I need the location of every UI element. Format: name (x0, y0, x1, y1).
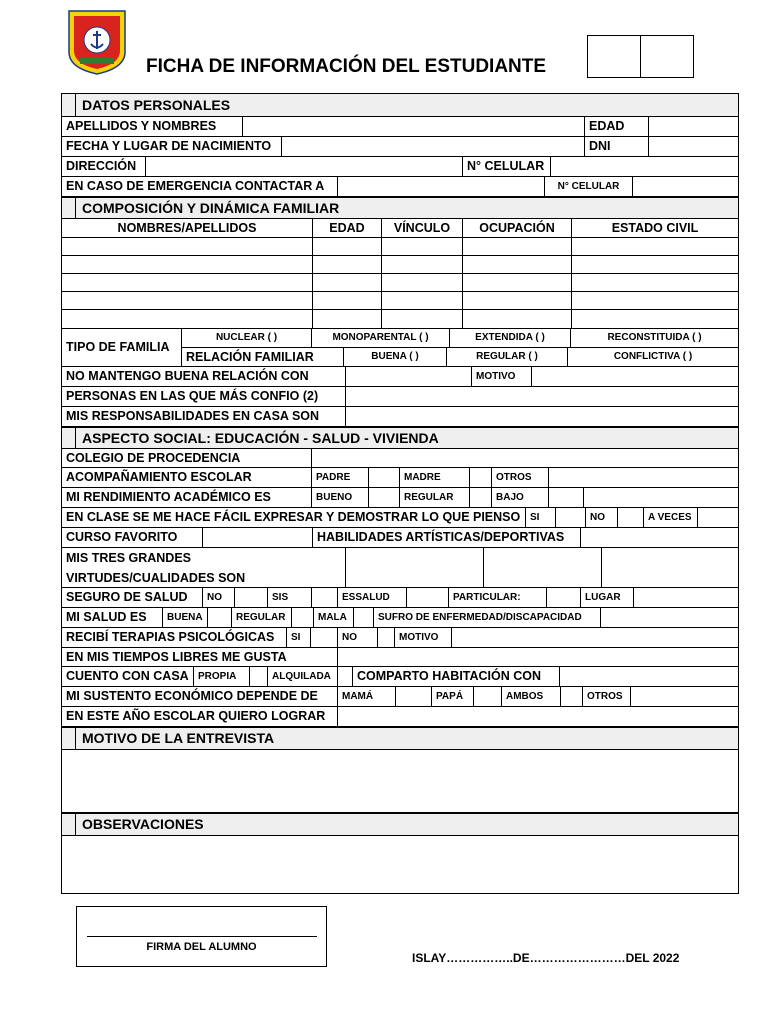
col-civil-status: ESTADO CIVIL (611, 220, 699, 235)
regular-check[interactable] (470, 488, 492, 507)
option-low: BAJO (492, 488, 549, 507)
table-row (61, 292, 739, 310)
room-field[interactable] (560, 667, 738, 686)
label-virtues: MIS TRES GRANDES VIRTUDES/CUALIDADES SON (62, 548, 346, 587)
option-others: OTROS (492, 468, 549, 487)
row-full-name (61, 117, 739, 137)
label-phone: N° CELULAR (463, 157, 551, 176)
yes-check[interactable] (311, 628, 338, 647)
mom-check[interactable] (396, 687, 432, 706)
row-support (61, 468, 739, 488)
col-names: NOMBRES/APELLIDOS (62, 219, 313, 237)
label-age: EDAD (585, 117, 649, 136)
emergency-field[interactable] (338, 177, 545, 196)
free-time-field[interactable] (338, 648, 738, 666)
section-personal (61, 93, 739, 117)
row-performance (61, 488, 739, 508)
option-good: BUENA (163, 608, 208, 627)
sis-check[interactable] (312, 588, 338, 607)
row-house (61, 667, 739, 687)
dni-field[interactable] (649, 137, 738, 156)
label-emergency-phone: N° CELULAR (545, 177, 633, 196)
row-address (61, 157, 739, 177)
row-insurance (61, 588, 739, 608)
option-reconstituted[interactable]: RECONSTITUIDA ( ) (607, 332, 702, 344)
row-chores (61, 407, 739, 427)
table-row (61, 310, 739, 329)
low-check[interactable] (549, 488, 584, 507)
signature-label: FIRMA DEL ALUMNO (146, 941, 257, 953)
label-course: CURSO FAVORITO (62, 528, 203, 547)
row-goal (61, 707, 739, 727)
option-regular: REGULAR (400, 488, 470, 507)
option-rented: ALQUILADA (268, 667, 338, 686)
no-check[interactable] (378, 628, 395, 647)
col-relation: VÍNCULO (382, 219, 463, 237)
option-single-parent[interactable]: MONOPARENTAL ( ) (312, 329, 450, 347)
no-good-relation-field[interactable] (346, 367, 472, 386)
row-virtues (61, 548, 739, 588)
label-family-relation: RELACIÓN FAMILIAR (182, 348, 344, 366)
option-conflictive[interactable]: CONFLICTIVA ( ) (613, 351, 693, 363)
own-check[interactable] (250, 667, 268, 686)
no-check[interactable] (235, 588, 268, 607)
signature-line (87, 936, 317, 937)
essalud-check[interactable] (407, 588, 449, 607)
section-heading: MOTIVO DE LA ENTREVISTA (82, 730, 275, 747)
option-essalud: ESSALUD (338, 588, 407, 607)
row-economic (61, 687, 739, 707)
section-family (61, 197, 739, 219)
option-own: PROPIA (194, 667, 250, 686)
therapy-reason-field[interactable] (452, 628, 738, 647)
option-yes: SI (287, 628, 311, 647)
goal-field[interactable] (338, 707, 738, 726)
row-express (61, 508, 739, 528)
private-field[interactable] (547, 588, 581, 607)
section-heading: ASPECTO SOCIAL: EDUCACIÓN - SALUD - VIVIENDA (82, 429, 439, 446)
virtue-field-2[interactable] (484, 548, 602, 587)
section-social (61, 427, 739, 449)
row-family-type (61, 329, 739, 367)
option-private: PARTICULAR: (449, 588, 547, 607)
label-house: CUENTO CON CASA (62, 667, 194, 686)
dad-check[interactable] (474, 687, 502, 706)
row-emergency (61, 177, 739, 197)
label-emergency: EN CASO DE EMERGENCIA CONTACTAR A (62, 177, 338, 196)
code-boxes[interactable] (587, 35, 694, 78)
option-sometimes: A VECES (644, 508, 698, 527)
label-insurance: SEGURO DE SALUD (62, 588, 203, 607)
virtue-field-1[interactable] (346, 548, 484, 587)
chores-field[interactable] (346, 407, 738, 426)
label-no-good-relation: NO MANTENGO BUENA RELACIÓN CON (62, 367, 346, 386)
row-no-good-relation (61, 367, 739, 387)
option-no: NO (338, 628, 378, 647)
option-no: NO (586, 508, 618, 527)
section-heading: DATOS PERSONALES (82, 96, 231, 113)
address-field[interactable] (146, 157, 463, 176)
row-trust (61, 387, 739, 407)
option-good: BUENO (312, 488, 369, 507)
yes-check[interactable] (556, 508, 586, 527)
label-free-time: EN MIS TIEMPOS LIBRES ME GUSTA (62, 648, 338, 666)
label-chores: MIS RESPONSABILIDADES EN CASA SON (62, 407, 346, 426)
good-check[interactable] (208, 608, 232, 627)
label-express: EN CLASE SE ME HACE FÁCIL EXPRESAR Y DEMOSTRAR LO QUE PIENSO (62, 508, 526, 527)
label-place: LUGAR (581, 588, 634, 607)
label-birth: FECHA Y LUGAR DE NACIMIENTO (62, 137, 282, 156)
label-economic: MI SUSTENTO ECONÓMICO DEPENDE DE (62, 687, 338, 706)
observations-field[interactable] (61, 836, 739, 894)
section-observations (61, 813, 739, 836)
option-mom: MAMÁ (338, 687, 396, 706)
place-field[interactable] (634, 588, 738, 607)
rented-check[interactable] (338, 667, 353, 686)
interview-field[interactable] (61, 750, 739, 813)
label-trust: PERSONAS EN LAS QUE MÁS CONFIO (2) (62, 387, 346, 406)
col-occupation: OCUPACIÓN (463, 219, 572, 237)
label-family-type: TIPO DE FAMILIA (62, 329, 182, 366)
table-row (61, 256, 739, 274)
phone-field[interactable] (551, 157, 738, 176)
option-yes: SI (526, 508, 556, 527)
label-performance: MI RENDIMIENTO ACADÉMICO ES (62, 488, 312, 507)
regular-check[interactable] (292, 608, 314, 627)
others-field[interactable] (631, 687, 738, 706)
place-date: ISLAY……………..DE……………………DEL 2022 (412, 951, 680, 965)
no-check[interactable] (618, 508, 644, 527)
section-heading: COMPOSICIÓN Y DINÁMICA FAMILIAR (82, 199, 340, 216)
label-school: COLEGIO DE PROCEDENCIA (62, 449, 312, 467)
option-no: NO (203, 588, 235, 607)
both-check[interactable] (561, 687, 583, 706)
row-therapy (61, 628, 739, 648)
trust-field[interactable] (346, 387, 738, 406)
family-table-header (61, 219, 739, 238)
label-goal: EN ESTE AÑO ESCOLAR QUIERO LOGRAR (62, 707, 338, 726)
option-others: OTROS (583, 687, 631, 706)
row-health (61, 608, 739, 628)
label-therapy: RECIBÍ TERAPIAS PSICOLÓGICAS (62, 628, 287, 647)
school-field[interactable] (312, 449, 738, 467)
option-bad: MALA (314, 608, 354, 627)
row-course (61, 528, 739, 548)
label-health: MI SALUD ES (62, 608, 163, 627)
label-skills: HABILIDADES ARTÍSTICAS/DEPORTIVAS (313, 528, 581, 547)
skills-field[interactable] (581, 528, 738, 547)
option-dad: PAPÁ (432, 687, 474, 706)
label-dni: DNI (585, 137, 649, 156)
row-free-time (61, 648, 739, 667)
signature-box[interactable] (76, 906, 327, 967)
option-nuclear[interactable]: NUCLEAR ( ) (182, 329, 312, 347)
label-full-name: APELLIDOS Y NOMBRES (62, 117, 243, 136)
col-age: EDAD (313, 219, 382, 237)
page-title: FICHA DE INFORMACIÓN DEL ESTUDIANTE (146, 56, 547, 77)
option-extended[interactable]: EXTENDIDA ( ) (450, 329, 571, 347)
option-sis: SIS (268, 588, 312, 607)
option-both: AMBOS (502, 687, 561, 706)
student-form (61, 93, 739, 894)
option-regular: REGULAR (232, 608, 292, 627)
emergency-phone-field[interactable] (633, 177, 738, 196)
course-field[interactable] (203, 528, 313, 547)
school-crest-icon (66, 8, 128, 76)
label-room: COMPARTO HABITACIÓN CON (353, 667, 560, 686)
label-support: ACOMPAÑAMIENTO ESCOLAR (62, 468, 312, 487)
illness-field[interactable] (601, 608, 738, 627)
virtue-field-3[interactable] (602, 548, 738, 587)
full-name-field[interactable] (243, 117, 585, 136)
table-row (61, 238, 739, 256)
father-check[interactable] (369, 468, 400, 487)
option-good[interactable]: BUENA ( ) (344, 348, 447, 366)
mother-check[interactable] (470, 468, 492, 487)
table-row (61, 274, 739, 292)
birth-field[interactable] (282, 137, 585, 156)
option-illness: SUFRO DE ENFERMEDAD/DISCAPACIDAD (374, 608, 601, 627)
row-birth (61, 137, 739, 157)
label-reason: MOTIVO (472, 367, 532, 386)
section-interview (61, 727, 739, 750)
section-heading: OBSERVACIONES (82, 816, 204, 833)
good-check[interactable] (369, 488, 400, 507)
option-father: PADRE (312, 468, 369, 487)
reason-field[interactable] (532, 367, 738, 386)
bad-check[interactable] (354, 608, 374, 627)
age-field[interactable] (649, 117, 738, 136)
others-field[interactable] (549, 468, 738, 487)
sometimes-check[interactable] (698, 508, 738, 527)
label-address: DIRECCIÓN (62, 157, 146, 176)
option-regular[interactable]: REGULAR ( ) (447, 348, 568, 366)
label-reason: MOTIVO (395, 628, 452, 647)
option-mother: MADRE (400, 468, 470, 487)
row-school (61, 449, 739, 468)
